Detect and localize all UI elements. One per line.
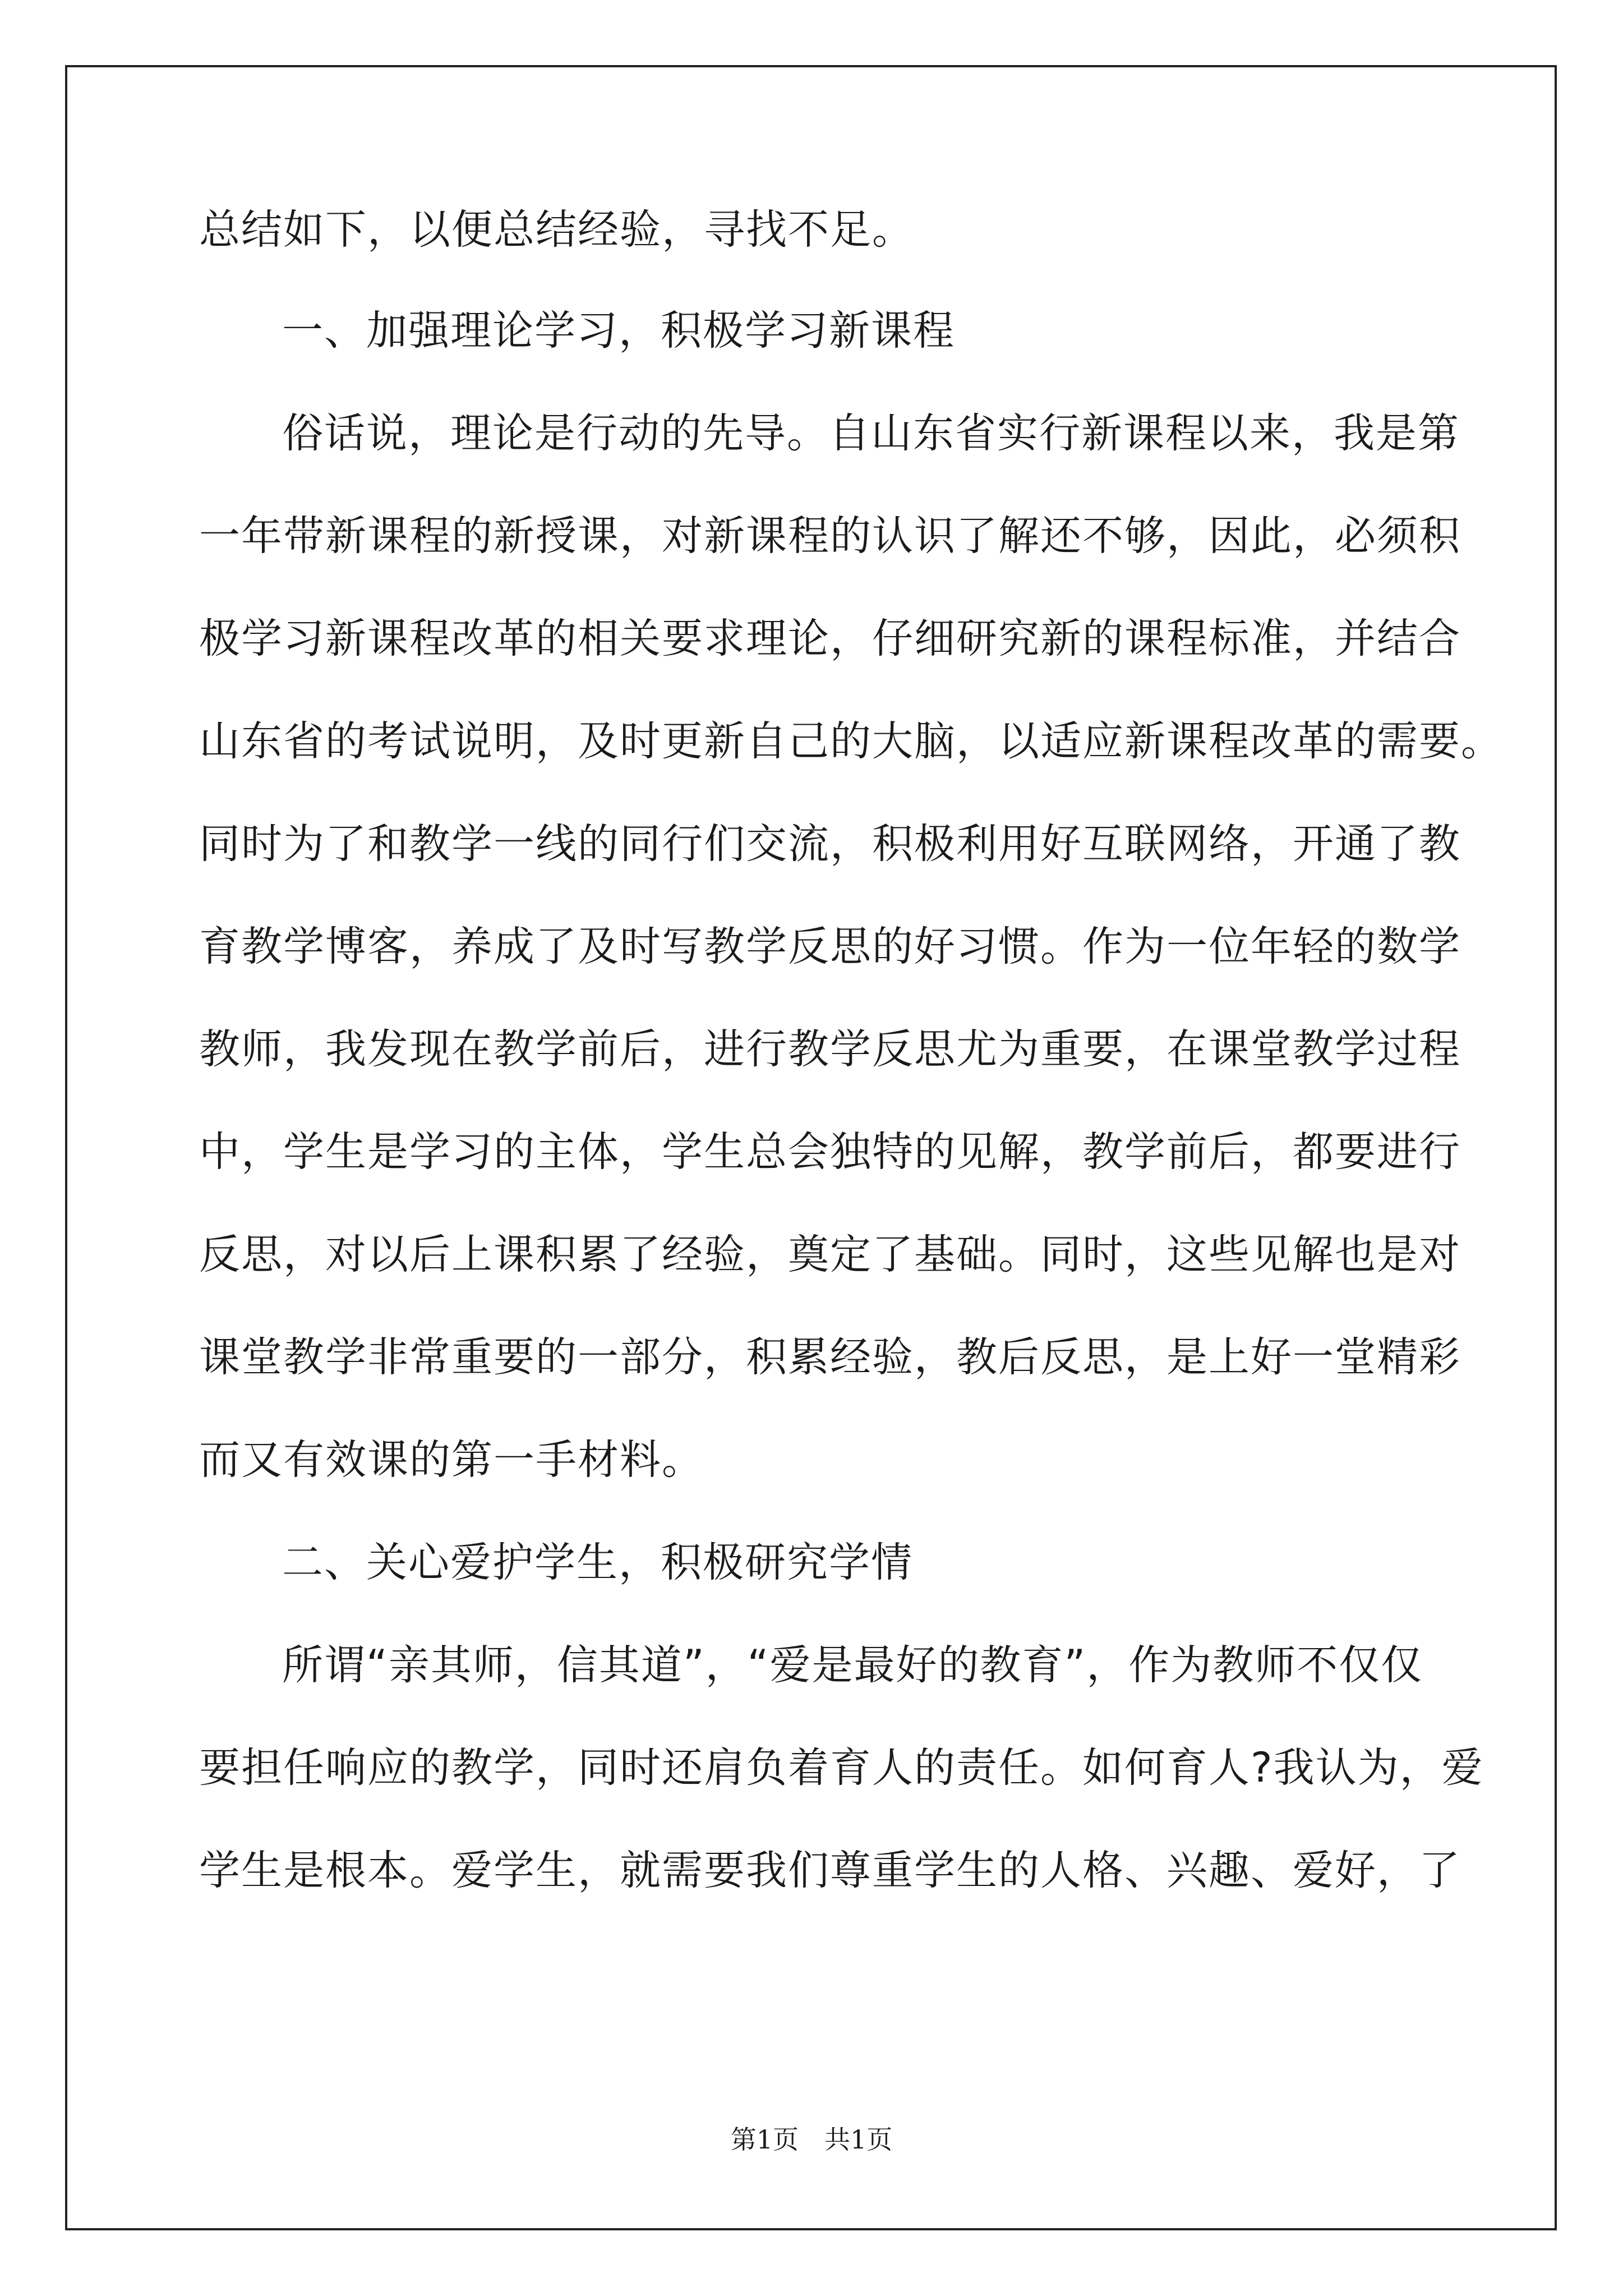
paragraph-line: 山东省的考试说明，及时更新自己的大脑，以适应新课程改革的需要。 [199, 717, 1503, 765]
paragraph-line: 课堂教学非常重要的一部分，积累经验，教后反思，是上好一堂精彩 [199, 1333, 1461, 1381]
paragraph-line: 总结如下，以便总结经验，寻找不足。 [199, 206, 914, 254]
paragraph-line: 学生是根本。爱学生，就需要我们尊重学生的人格、兴趣、爱好，了 [199, 1847, 1461, 1894]
paragraph-line: 中，学生是学习的主体，学生总会独特的见解，教学前后，都要进行 [199, 1128, 1461, 1176]
paragraph-line: 所谓“亲其师，信其道”，“爱是最好的教育”，作为教师不仅仅 [282, 1641, 1423, 1689]
paragraph-line: 同时为了和教学一线的同行们交流，积极利用好互联网络，开通了教 [199, 820, 1461, 868]
paragraph-line: 教师，我发现在教学前后，进行教学反思尤为重要，在课堂教学过程 [199, 1025, 1461, 1073]
paragraph-line: 一年带新课程的新授课，对新课程的认识了解还不够，因此，必须积 [199, 512, 1461, 560]
paragraph-line: 俗话说，理论是行动的先导。自山东省实行新课程以来，我是第 [282, 409, 1460, 457]
page-footer: 第1页 共1页 [730, 2124, 893, 2155]
paragraph-line: 育教学博客，养成了及时写教学反思的好习惯。作为一位年轻的数学 [199, 923, 1461, 970]
paragraph-line: 反思，对以后上课积累了经验，奠定了基础。同时，这些见解也是对 [199, 1231, 1461, 1278]
section-heading: 一、加强理论学习，积极学习新课程 [282, 307, 955, 355]
paragraph-line: 极学习新课程改革的相关要求理论，仔细研究新的课程标准，并结合 [199, 615, 1461, 662]
section-heading: 二、关心爱护学生，积极研究学情 [282, 1539, 913, 1586]
paragraph-line: 而又有效课的第一手材料。 [199, 1436, 704, 1484]
paragraph-line: 要担任响应的教学，同时还肩负着育人的责任。如何育人?我认为，爱 [199, 1744, 1484, 1792]
